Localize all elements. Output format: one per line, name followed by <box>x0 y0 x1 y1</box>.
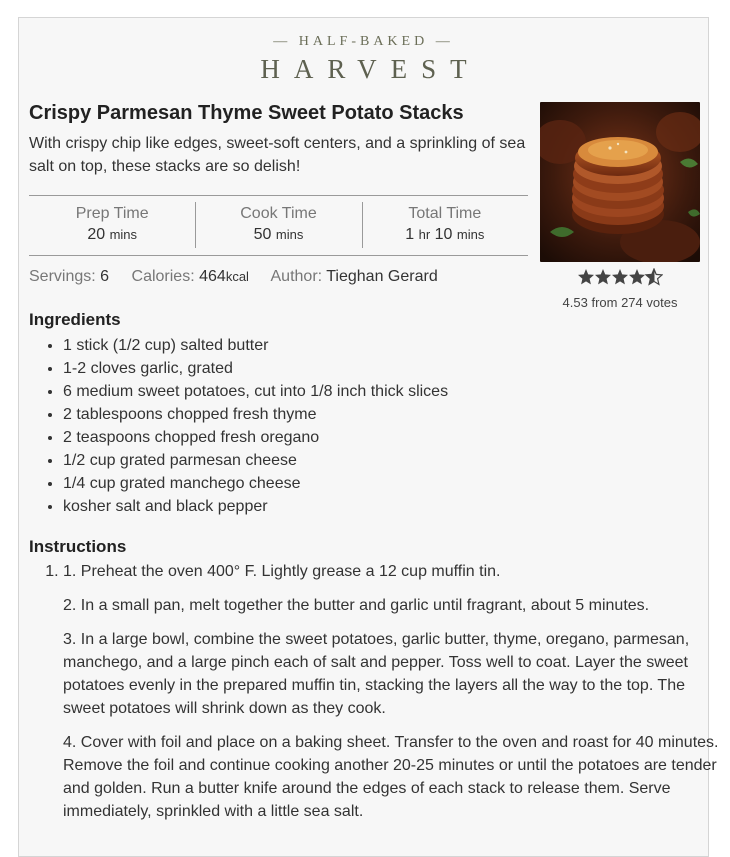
cook-time-label: Cook Time <box>240 205 317 222</box>
ingredient-item: • 1/4 cup grated manchego cheese <box>63 472 448 495</box>
total-time-value: 1 hr 10 mins <box>405 226 485 243</box>
recipe-card <box>18 17 719 857</box>
prep-time-value: 20 mins <box>87 226 138 243</box>
recipe-meta <box>29 268 456 286</box>
star-rating-icon <box>577 268 663 286</box>
brand-tagline: — HALF-BAKED — <box>273 34 454 49</box>
servings[interactable]: Servings: 6 <box>29 268 110 285</box>
calories: Calories: 464kcal <box>131 268 249 285</box>
sweet-potato-stack-image <box>540 102 700 262</box>
brand-logo[interactable]: HARVEST <box>260 54 481 84</box>
prep-time-label: Prep Time <box>75 205 149 222</box>
ingredient-item: • 1-2 cloves garlic, grated <box>63 357 448 380</box>
ingredients-list <box>29 334 448 518</box>
instruction-text: 3. In a large bowl, combine the sweet potatoes, garlic butter, thyme, oregano, parmesan, manchego, and a large pinch each of salt and pepper. Toss well to coat. Layer the sweet potatoes evenly in the prepared muffin tin, stacking the layers all the way to the top. The sweet potatoes will shrink down as they cook. <box>63 631 690 717</box>
ingredient-item: • 2 tablespoons chopped fresh thyme <box>63 403 448 426</box>
ingredient-item: • 6 medium sweet potatoes, cut into 1/8 inch thick slices <box>63 380 448 403</box>
instruction-text: 2. In a small pan, melt together the butter and garlic until fragrant, about 5 minutes. <box>63 597 650 614</box>
instruction-step <box>63 560 723 823</box>
ingredients-heading: Ingredients <box>29 310 121 329</box>
ingredient-item: • 1 stick (1/2 cup) salted butter <box>63 334 448 357</box>
total-time <box>362 196 528 255</box>
recipe-description: With crispy chip like edges, sweet-soft centers, and a sprinkling of sea salt on top, these stacks are so delish! <box>29 135 526 175</box>
ingredient-item: • 1/2 cup grated parmesan cheese <box>63 449 448 472</box>
instructions-list <box>29 560 723 834</box>
recipe-photo[interactable] <box>540 102 700 262</box>
instruction-text: 4. Cover with foil and place on a baking sheet. Transfer to the oven and roast for 40 minutes. Remove the foil and continue cooking another 20-25 minutes or until the potatoes are tender and golden. Run a butter knife around the edges of each stack to release them. Serve immediately, sprinkled with a little sea salt. <box>63 734 719 820</box>
recipe-times <box>29 195 528 256</box>
ingredient-item: • kosher salt and black pepper <box>63 495 448 518</box>
rating-votes: 4.53 from 274 votes <box>562 295 678 310</box>
prep-time <box>29 196 195 255</box>
rating-stars[interactable] <box>540 268 700 292</box>
cook-time <box>195 196 361 255</box>
ingredient-item: • 2 teaspoons chopped fresh oregano <box>63 426 448 449</box>
author: Author: Tieghan Gerard <box>270 268 438 285</box>
cook-time-value: 50 mins <box>253 226 304 243</box>
instructions-heading: Instructions <box>29 537 127 556</box>
recipe-title: Crispy Parmesan Thyme Sweet Potato Stacks <box>29 102 464 124</box>
instruction-text: 1. 1. Preheat the oven 400° F. Lightly grease a 12 cup muffin tin. <box>63 563 501 580</box>
total-time-label: Total Time <box>408 205 482 222</box>
